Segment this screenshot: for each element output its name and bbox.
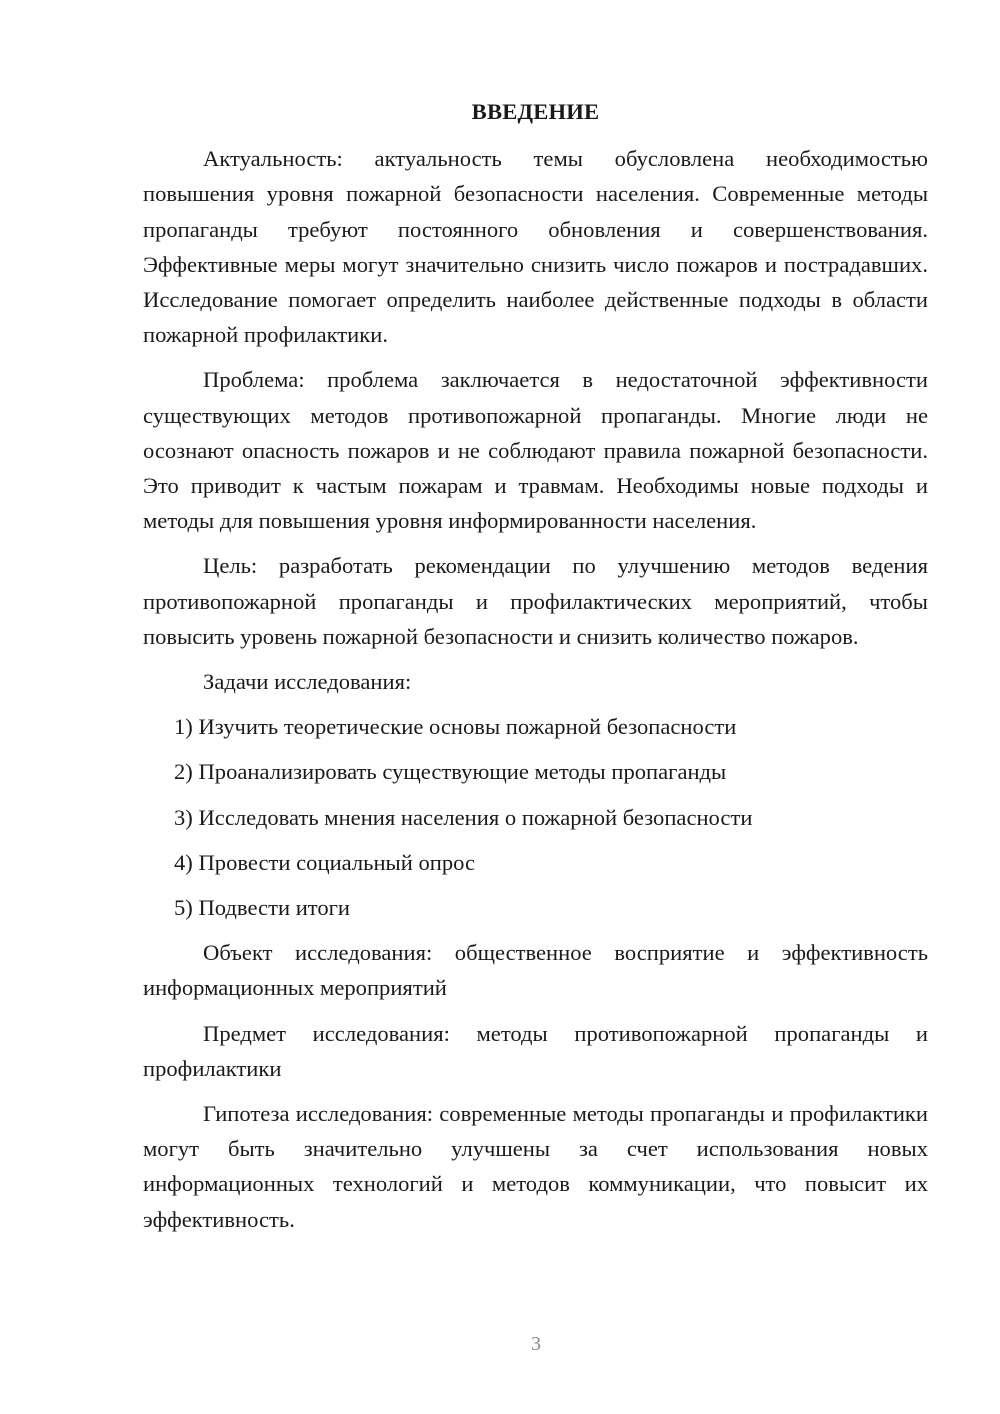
section-title: ВВЕДЕНИЕ — [471, 99, 600, 124]
tasks-list — [143, 709, 928, 925]
page-number: 3 — [531, 1333, 541, 1355]
list-item: 3) Исследовать мнения населения о пожарной безопасности — [174, 804, 753, 830]
tasks-heading: Задачи исследования: — [203, 669, 412, 695]
list-item: 1) Изучить теоретические основы пожарной безопасности — [174, 714, 737, 740]
list-item: 4) Провести социальный опрос — [174, 849, 476, 875]
document-body — [143, 94, 928, 1247]
paragraph-goal: Цель: разработать рекомендации по улучшению методов ведения противопожарной пропаганды и профилактических мероприятий, чтобы повысить уровень пожарной безопасности и снизить количество пожаров. — [143, 553, 928, 649]
list-item: 2) Проанализировать существующие методы пропаганды — [174, 759, 727, 785]
paragraph-problem: Проблема: проблема заключается в недостаточной эффективности существующих методов противопожарной пропаганды. Многие люди не осознают опасность пожаров и не соблюдают правила пожарной безопасности. Это приводит к частым пожарам и травмам. Необходимы новые подходы и методы для повышения уровня информированности населения. — [143, 367, 928, 534]
paragraph-hypothesis: Гипотеза исследования: современные методы пропаганды и профилактики могут быть значительно улучшены за счет использования новых информационных технологий и методов коммуникации, что повысит их эффективность. — [143, 1101, 928, 1232]
list-item: 5) Подвести итоги — [174, 895, 351, 921]
paragraph-relevance: Актуальность: актуальность темы обусловлена необходимостью повышения уровня пожарной безопасности населения. Современные методы пропаганды требуют постоянного обновления и совершенствования. Эффективные меры могут значительно снизить число пожаров и пострадавших. Исследование помогает определить наиболее действенные подходы в области пожарной профилактики. — [143, 146, 928, 348]
paragraph-subject: Предмет исследования: методы противопожарной пропаганды и профилактики — [143, 1020, 928, 1081]
paragraph-object: Объект исследования: общественное восприятие и эффективность информационных мероприятий — [143, 940, 928, 1001]
